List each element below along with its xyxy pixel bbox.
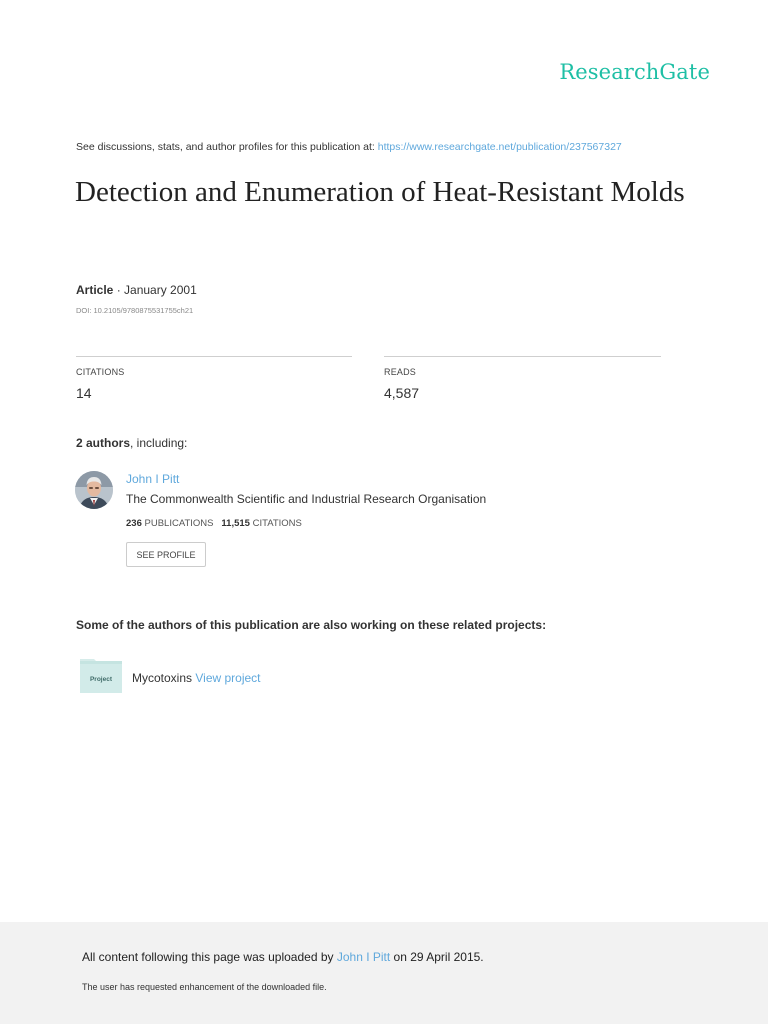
upload-suffix: on 29 April 2015. — [390, 950, 484, 964]
author-avatar[interactable] — [75, 471, 113, 509]
reads-stat — [384, 356, 661, 401]
see-profile-button[interactable]: SEE PROFILE — [126, 542, 206, 567]
related-projects-heading: Some of the authors of this publication are also working on these related projects: — [76, 618, 547, 632]
view-project-link[interactable]: View project — [195, 671, 261, 685]
researchgate-logo[interactable]: ResearchGate — [559, 60, 710, 84]
reads-label: READS — [384, 367, 417, 377]
folder-icon — [80, 658, 122, 693]
author-institution: The Commonwealth Scientific and Industrial Research Organisation — [126, 492, 487, 506]
citations-label: CITATIONS — [76, 367, 125, 377]
enhancement-note: The user has requested enhancement of the downloaded file. — [82, 982, 327, 992]
publication-title: Detection and Enumeration of Heat-Resistant Molds — [75, 176, 685, 208]
authors-suffix: , including: — [130, 436, 188, 450]
citations-value: 14 — [76, 385, 92, 401]
authors-heading — [76, 436, 187, 450]
meta-separator: · — [113, 283, 125, 297]
author-citations-count: 11,515 — [221, 518, 250, 529]
upload-notice — [82, 950, 484, 964]
author-name-link[interactable]: John I Pitt — [126, 472, 180, 486]
author-citations-label: CITATIONS — [252, 518, 302, 529]
author-publications-count: 236 — [126, 518, 142, 529]
project-folder-icon[interactable] — [80, 658, 122, 693]
citations-stat — [76, 356, 352, 401]
uploader-link[interactable]: John I Pitt — [336, 950, 391, 964]
publication-type: Article — [76, 283, 114, 297]
project-name: Mycotoxins — [132, 671, 193, 685]
project-entry — [132, 671, 261, 685]
author-publications-label: PUBLICATIONS — [144, 518, 214, 529]
discussion-text: See discussions, stats, and author profiles for this publication at: — [76, 141, 378, 153]
footer-panel — [0, 922, 768, 1024]
publication-date: January 2001 — [124, 283, 197, 297]
reads-value: 4,587 — [384, 385, 420, 401]
authors-count: 2 authors — [76, 436, 131, 450]
author-photo-icon — [75, 471, 113, 509]
upload-prefix: All content following this page was uploaded by — [82, 950, 337, 964]
discussion-notice — [76, 141, 622, 153]
publication-url-link[interactable]: https://www.researchgate.net/publication/237567327 — [377, 141, 622, 153]
publication-meta — [76, 283, 197, 297]
author-stats — [126, 518, 302, 529]
publication-doi: DOI: 10.2105/9780875531755ch21 — [76, 306, 194, 315]
project-icon-label: Project — [89, 676, 113, 683]
